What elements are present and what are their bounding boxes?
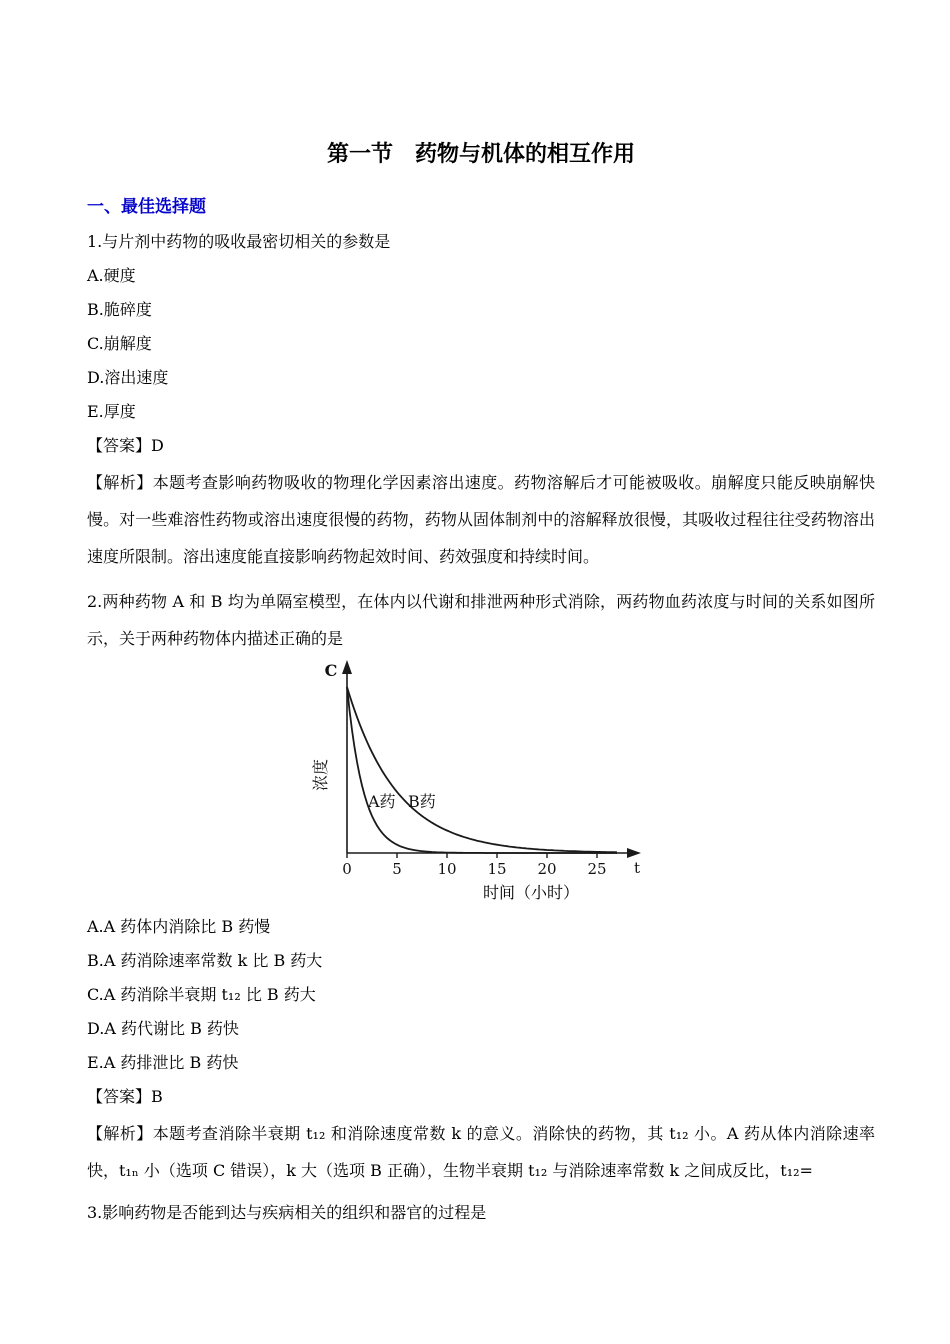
svg-text:25: 25 [587,860,607,878]
q1-option-d: D.溶出速度 [87,368,169,387]
concentration-time-chart [300,657,650,882]
q3-stem: 3.影响药物是否能到达与疾病相关的组织和器官的过程是 [87,1203,487,1222]
chart-x-axis-caption: 时间（小时） [482,883,579,902]
svg-text:浓度: 浓度 [311,758,330,792]
q1-option-e: E.厚度 [87,402,136,421]
svg-text:10: 10 [437,860,457,878]
q2-answer: 【答案】B [87,1087,163,1106]
q2-option-e: E.A 药排泄比 B 药快 [87,1053,239,1072]
svg-text:15: 15 [487,860,507,878]
q2-option-b: B.A 药消除速率常数 k 比 B 药大 [87,951,323,970]
svg-text:20: 20 [537,860,557,878]
q2-analysis: 【解析】本题考查消除半衰期 t₁₂ 和消除速度常数 k 的意义。消除快的药物，其 t₁₂ 小。A 药从体内消除速率快，t₁ₙ 小（选项 C 错误），k 大（选项 B 正确），生物半衰期 t₁₂ 与消除速率常数 k 之间成反比，t₁₂= [87,1124,875,1180]
svg-text:C: C [324,661,338,680]
q2-option-d: D.A 药代谢比 B 药快 [87,1019,239,1038]
svg-text:t: t [633,859,641,877]
page-title: 第一节 药物与机体的相互作用 [326,141,635,167]
q1-analysis: 【解析】本题考查影响药物吸收的物理化学因素溶出速度。药物溶解后才可能被吸收。崩解度只能反映崩解快慢。对一些难溶性药物或溶出速度很慢的药物，药物从固体制剂中的溶解释放很慢，其吸收过程往往受药物溶出速度所限制。溶出速度能直接影响药物起效时间、药效强度和持续时间。 [87,473,875,566]
q1-option-c: C.崩解度 [87,334,152,353]
svg-text:A药: A药 [368,792,396,811]
svg-text:5: 5 [392,860,402,878]
svg-text:0: 0 [342,860,352,878]
q1-option-b: B.脆碎度 [87,300,152,319]
svg-text:B药: B药 [408,792,436,811]
q2-stem: 2.两种药物 A 和 B 均为单隔室模型，在体内以代谢和排泄两种形式消除，两药物血药浓度与时间的关系如图所示，关于两种药物体内描述正确的是 [87,592,875,648]
section-heading: 一、最佳选择题 [87,197,206,217]
q1-option-a: A.硬度 [87,266,136,285]
q1-answer: 【答案】D [87,436,164,455]
q2-option-c: C.A 药消除半衰期 t₁₂ 比 B 药大 [87,985,316,1004]
q1-stem: 1.与片剂中药物的吸收最密切相关的参数是 [87,232,391,251]
q2-option-a: A.A 药体内消除比 B 药慢 [87,917,271,936]
